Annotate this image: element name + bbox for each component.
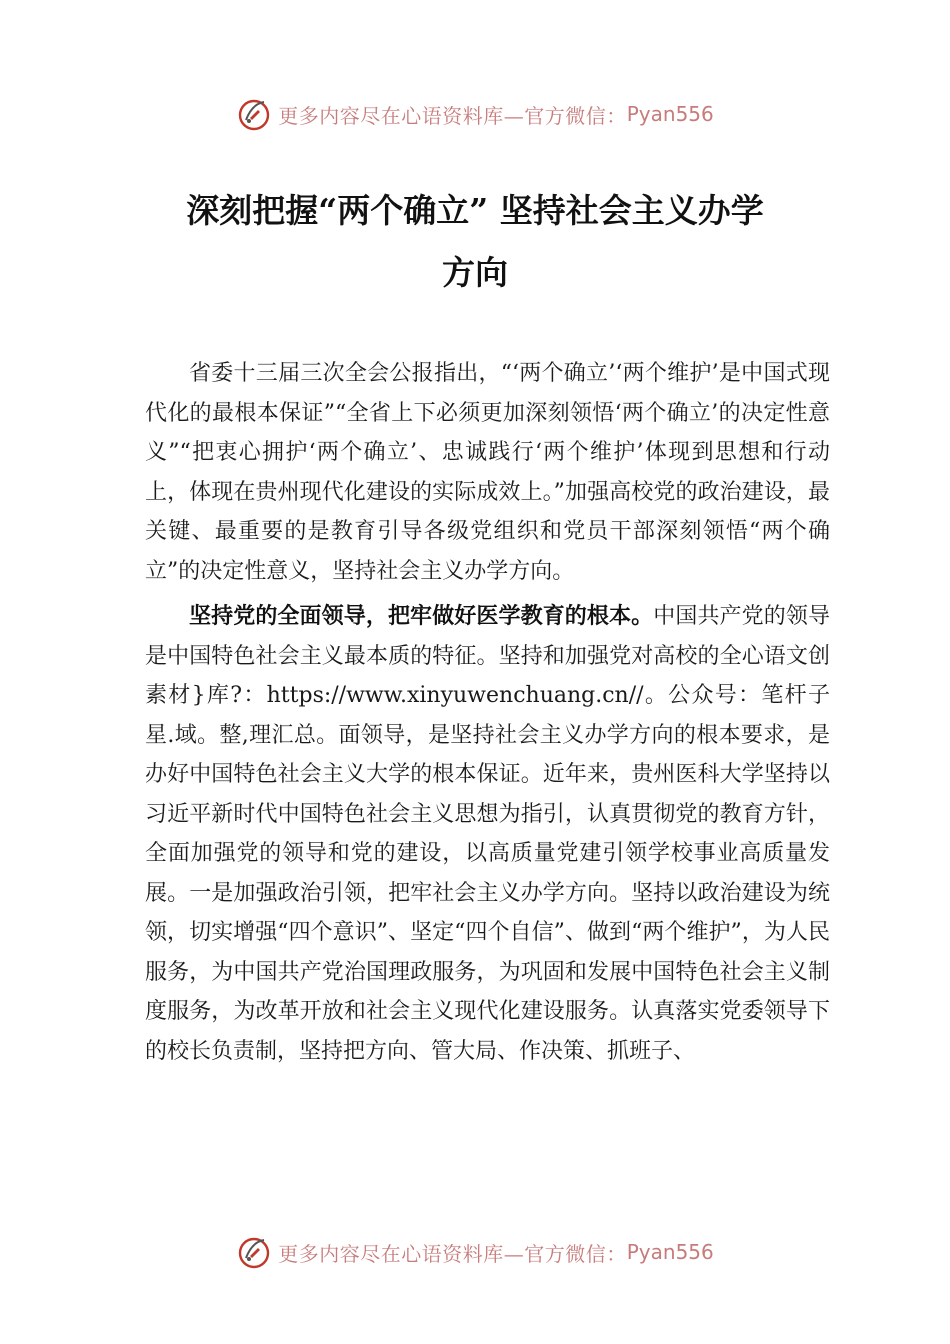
paragraph-lead: 坚持党的全面领导，把牢做好医学教育的根本。 [189,604,654,629]
paragraph-2 [145,597,830,1071]
paragraph-1 [145,354,830,591]
logo-icon [236,1234,272,1270]
header-watermark-banner [0,94,950,134]
banner-wechat-id: Pyan556 [626,1240,714,1264]
banner-wechat-id: Pyan556 [626,102,714,126]
banner-text: 更多内容尽在心语资料库—官方微信： [278,1241,627,1266]
paragraph-text: 省委十三届三次全会公报指出，“‘两个确立’‘两个维护’是中国式现代化的最根本保证”“全省上下必须更加深刻领悟‘两个确立’的决定性意义”“把衷心拥护‘两个确立’、忠诚践行‘两个维护’体现到思想和行动上，体现在贵州现代化建设的实际成效上。”加强高校党的政治建设，最关键、最重要的是教育引导各级党组织和党员干部深刻领悟“两个确立”的决定性意义，坚持社会主义办学方向。 [145,361,830,584]
banner-text: 更多内容尽在心语资料库—官方微信： [278,103,627,128]
logo-icon [236,96,272,132]
title-line-2: 方向 [442,253,508,292]
document-body [145,354,830,1071]
document-title [120,180,830,304]
paragraph-text: 中国共产党的领导是中国特色社会主义最本质的特征。坚持和加强党对高校的全心语文创素材}库?：https://www.xinyuwenchuang.cn//。公众号：笔杆子星.域。整,理汇总。面领导，是坚持社会主义办学方向的根本要求，是办好中国特色社会主义大学的根本保证。近年来，贵州医科大学坚持以习近平新时代中国特色社会主义思想为指引，认真贯彻党的教育方针，全面加强党的领导和党的建设，以高质量党建引领学校事业高质量发展。一是加强政治引领，把牢社会主义办学方向。坚持以政治建设为统领，切实增强“四个意识”、坚定“四个自信”、做到“两个维护”，为人民服务，为中国共产党治国理政服务，为巩固和发展中国特色社会主义制度服务，为改革开放和社会主义现代化建设服务。认真落实党委领导下的校长负责制，坚持把方向、管大局、作决策、抓班子、 [145,604,830,1064]
title-line-1: 深刻把握“两个确立” 坚持社会主义办学 [186,191,764,230]
footer-watermark-banner [0,1232,950,1272]
